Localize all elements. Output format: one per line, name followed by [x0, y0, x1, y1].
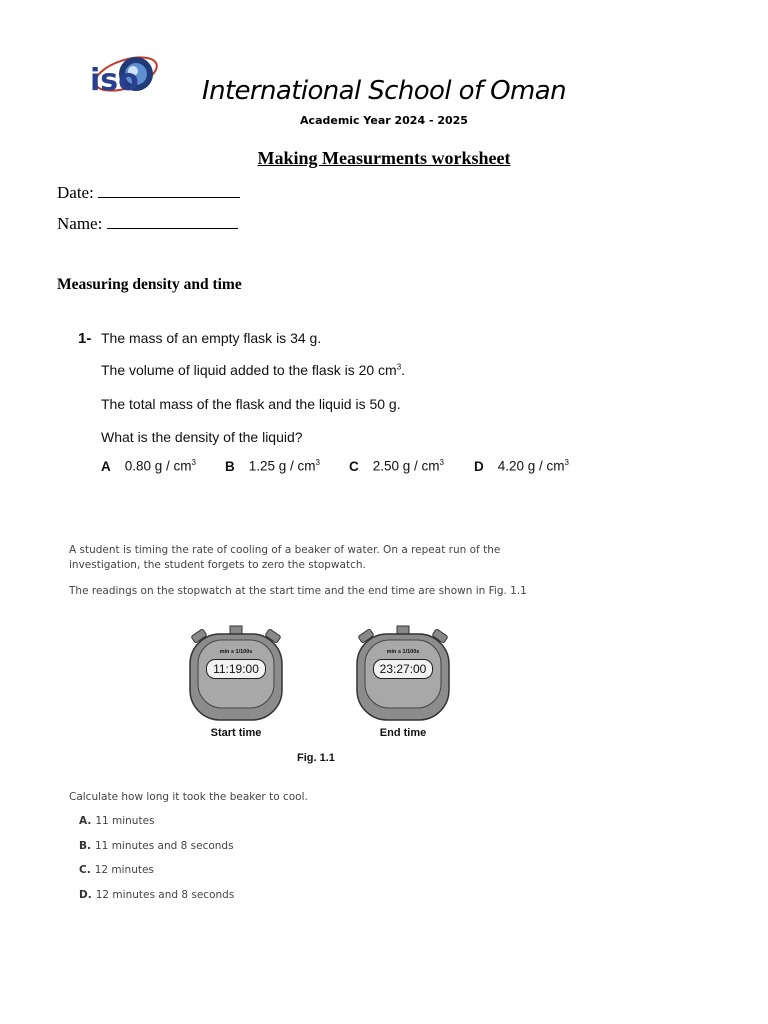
question-2-option-c: C. 12 minutes — [79, 864, 154, 876]
start-stopwatch-display: 11:19:00 — [206, 659, 266, 679]
start-time-label: Start time — [210, 727, 262, 739]
question-1-line-2: The volume of liquid added to the flask is 20 $cm^3$. — [101, 362, 406, 378]
start-stopwatch — [186, 622, 286, 722]
question-1-option-c: C 2.50 g / $cm^3$ — [349, 458, 444, 474]
question-1-option-d: D 4.20 g / $cm^3$ — [474, 458, 569, 474]
question-2-intro-3: The readings on the stopwatch at the start time and the end time are shown in Fig. 1.1 — [69, 585, 527, 597]
end-stopwatch — [353, 622, 453, 722]
worksheet-title: Making Measurments worksheet — [257, 148, 511, 168]
question-1-number: 1- — [78, 330, 92, 347]
start-stopwatch-units: min s 1/100s — [219, 649, 253, 655]
date-line — [57, 183, 240, 203]
question-2-intro-2: investigation, the student forgets to zero the stopwatch. — [69, 559, 366, 571]
end-time-label: End time — [379, 727, 427, 739]
figure-caption: Fig. 1.1 — [297, 752, 335, 764]
date-label: Date: — [57, 183, 94, 202]
name-label: Name: — [57, 214, 103, 233]
name-blank — [107, 214, 238, 229]
question-2-option-b: B. 11 minutes and 8 seconds — [79, 840, 234, 852]
question-2-option-d: D. 12 minutes and 8 seconds — [79, 889, 235, 901]
question-1-option-a: A 0.80 g / $cm^3$ — [101, 458, 196, 474]
question-2-option-a: A. 11 minutes — [79, 815, 155, 827]
question-1-line-3: The total mass of the flask and the liquid is 50 g. — [101, 396, 401, 412]
school-name: International School of Oman — [202, 76, 566, 106]
date-blank — [98, 183, 240, 198]
question-2-intro-1: A student is timing the rate of cooling of a beaker of water. On a repeat run of the — [69, 544, 501, 556]
logo-lettering: iso — [90, 63, 139, 98]
end-stopwatch-display: 23:27:00 — [373, 659, 433, 679]
question-2-prompt: Calculate how long it took the beaker to cool. — [69, 791, 308, 803]
question-1-line-1: The mass of an empty flask is 34 g. — [101, 330, 322, 346]
name-line — [57, 214, 238, 234]
question-1-line-4: What is the density of the liquid? — [101, 429, 303, 445]
section-title: Measuring density and time — [57, 276, 242, 293]
academic-year: Academic Year 2024 - 2025 — [300, 114, 468, 127]
end-stopwatch-units: min s 1/100s — [386, 649, 420, 655]
question-1-option-b: B 1.25 g / $cm^3$ — [225, 458, 320, 474]
